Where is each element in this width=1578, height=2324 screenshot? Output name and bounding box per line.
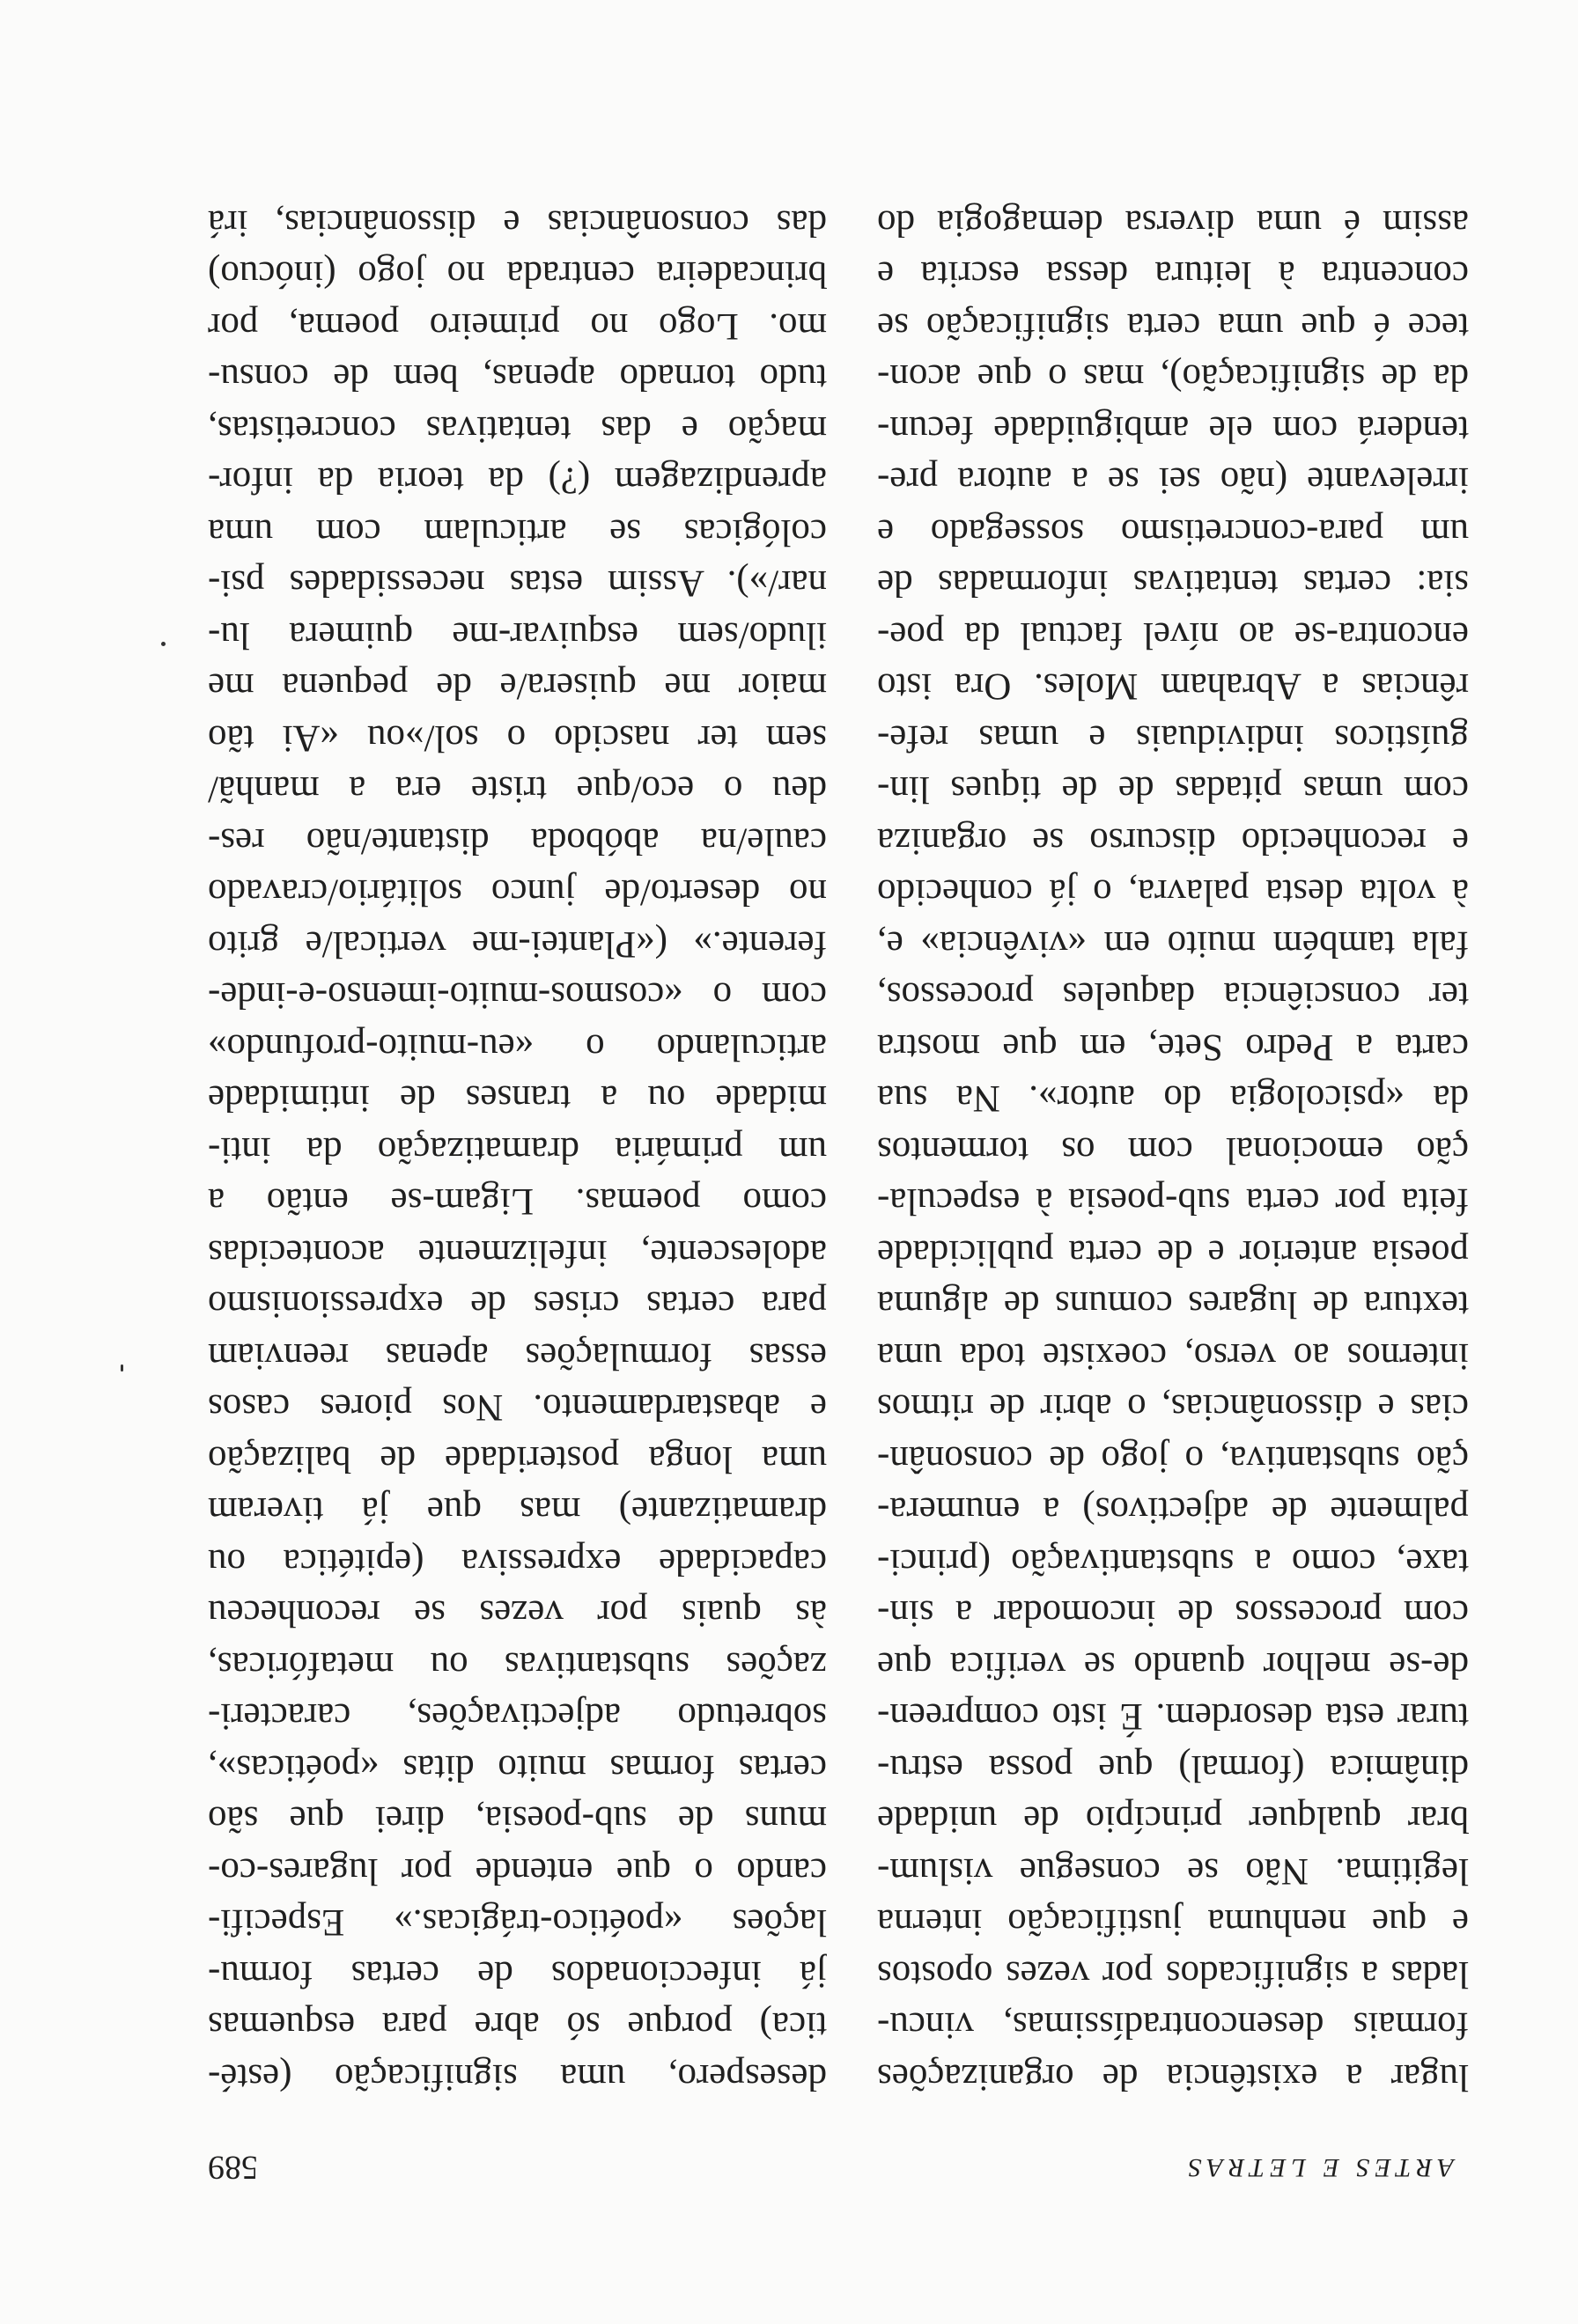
text-line: assim é uma diversa demagogia do [877, 202, 1469, 244]
text-line: às quais por vezes se reconheceu [208, 1592, 827, 1635]
text-line: já infeccionados de certas formu- [208, 1953, 827, 1995]
text-line: para certas crises de expressionismo [208, 1283, 827, 1326]
text-line: com umas pitadas de de tiques lin- [877, 769, 1469, 811]
text-line: das consonâncias e dissonâncias, irá [208, 202, 827, 244]
scan-speck [161, 642, 166, 646]
text-line: mo. Logo no primeiro poema, por [208, 305, 827, 347]
text-line: cias e dissonâncias, o abrir de ritmos [877, 1386, 1469, 1429]
text-line: internos ao verso, coexiste toda uma [877, 1335, 1469, 1377]
running-title: ARTES E LETRAS [1183, 2153, 1454, 2182]
text-line: tece é que uma certa significação se [877, 305, 1469, 347]
text-line: tudo tornado apenas, bem de consu- [208, 357, 827, 399]
text-line: iludo/sem esquivar-me quimera lu- [208, 614, 827, 656]
text-line: dinâmica (formal) que possa estru- [877, 1747, 1469, 1789]
text-line: lugar a existência de organizações [877, 2056, 1469, 2098]
text-line: caule/na abóboda distante/não res- [208, 820, 827, 862]
text-line: e que nenhuma justificação interna [877, 1901, 1469, 1944]
page-number: 589 [208, 2149, 258, 2186]
text-line: turar esta desordem. É isto compreen- [877, 1695, 1469, 1738]
text-line: sia: certas tentativas informadas de [877, 563, 1469, 605]
text-line: capacidade expressiva (epitética ou [208, 1541, 827, 1583]
text-line: à volta desta palavra, o já conhecido [877, 872, 1469, 914]
text-line: concentra à leitura dessa escrita e [877, 254, 1469, 296]
text-line: maior me quisera/e de pequena me [208, 666, 827, 708]
text-line: da «psicologia do autor». Na sua [877, 1077, 1469, 1120]
text-line: nar/»). Assim estas necessidades psi- [208, 563, 827, 605]
text-line: textura de lugares comuns de alguma [877, 1283, 1469, 1326]
text-line: da de significação), mas o que acon- [877, 357, 1469, 399]
text-line: lações «poético-trágicas.» Especifi- [208, 1901, 827, 1944]
text-line: tica) porque só abre para esquemas [208, 2004, 827, 2047]
text-line: sobretudo adjectivações, caracteri- [208, 1695, 827, 1738]
text-line: como poemas. Ligam-se então a [208, 1180, 827, 1223]
text-line: ladas a significados por vezes opostos [877, 1953, 1469, 1995]
text-line: palmente de adjectivos) a enumera- [877, 1489, 1469, 1532]
text-line: zações substantivas ou metafóricas, [208, 1644, 827, 1686]
text-line: carta a Pedro Sete, em que mostra [877, 1026, 1469, 1068]
text-line: legitima. Não se consegue vislum- [877, 1850, 1469, 1892]
text-line: ter consciência daqueles processos, [877, 974, 1469, 1017]
text-line: aprendizagem (?) da teoria da infor- [208, 460, 827, 502]
text-line: adolescente, infelizmente acontecidas [208, 1232, 827, 1274]
text-line: uma longa posteridade de balização [208, 1438, 827, 1480]
text-line: brincadeira centrada no jogo (inócuo) [208, 254, 827, 296]
text-line: fala também muito em «vivência» e, [877, 923, 1469, 965]
text-line: midade ou a transes de intimidade [208, 1077, 827, 1120]
text-line: cológicas se articulam com uma [208, 511, 827, 553]
text-line: ção emocional com os tormentos [877, 1129, 1469, 1171]
text-column-right [208, 197, 827, 2103]
text-line: um primária dramatização da inti- [208, 1129, 827, 1171]
text-line: articulando o «eu-muito-profundo» [208, 1026, 827, 1068]
text-line: ferente.» («Plantei-me vertical/e grito [208, 923, 827, 965]
text-line: rências a Abraham Moles. Ora isto [877, 666, 1469, 708]
text-line: com o «cosmos-muito-imenso-e-inde- [208, 974, 827, 1017]
text-line: cando o que entende por lugares-co- [208, 1850, 827, 1892]
text-line: sem ter nascido o sol/»ou «Ai tão [208, 717, 827, 759]
text-line: brar qualquer princípio de unidade [877, 1798, 1469, 1841]
text-line: no deserto/de junco solitário/cravado [208, 872, 827, 914]
text-line: tenderá com ele ambiguidade fecun- [877, 408, 1469, 450]
text-line: muns de sub-poesia, direi que são [208, 1798, 827, 1841]
text-line: essas formulações apenas reenviam [208, 1335, 827, 1377]
text-line: um para-concretismo sossegado e [877, 511, 1469, 553]
text-line: e reconhecido discurso se organiza [877, 820, 1469, 862]
text-line: mação e das tentativas concretistas, [208, 408, 827, 450]
text-line: taxe, como a substantivação (princi- [877, 1541, 1469, 1583]
text-line: formais desencontradíssimas, vincu- [877, 2004, 1469, 2047]
text-column-left [877, 197, 1469, 2103]
text-line: dramatizante) mas que já tiveram [208, 1489, 827, 1532]
text-line: deu o eco/que triste era a manhã/ [208, 769, 827, 811]
text-line: certas formas muito ditas «poéticas», [208, 1747, 827, 1789]
text-line: irrelevante (não sei se a autora pre- [877, 460, 1469, 502]
scan-speck [121, 1364, 123, 1372]
text-line: ção substantiva, o jogo de consonân- [877, 1438, 1469, 1480]
text-line: poesia anterior e de certa publicidade [877, 1232, 1469, 1274]
text-line: guísticos individuais e umas refe- [877, 717, 1469, 759]
text-line: e abastardamento. Nos piores casos [208, 1386, 827, 1429]
text-line: feita por certa sub-poesia à especula- [877, 1180, 1469, 1223]
text-line: de-se melhor quando se verifica que [877, 1644, 1469, 1686]
text-line: desespero, uma significação (esté- [208, 2056, 827, 2098]
text-line: encontra-se ao nível factual da poe- [877, 614, 1469, 656]
text-line: com processos de incomodar a sin- [877, 1592, 1469, 1635]
